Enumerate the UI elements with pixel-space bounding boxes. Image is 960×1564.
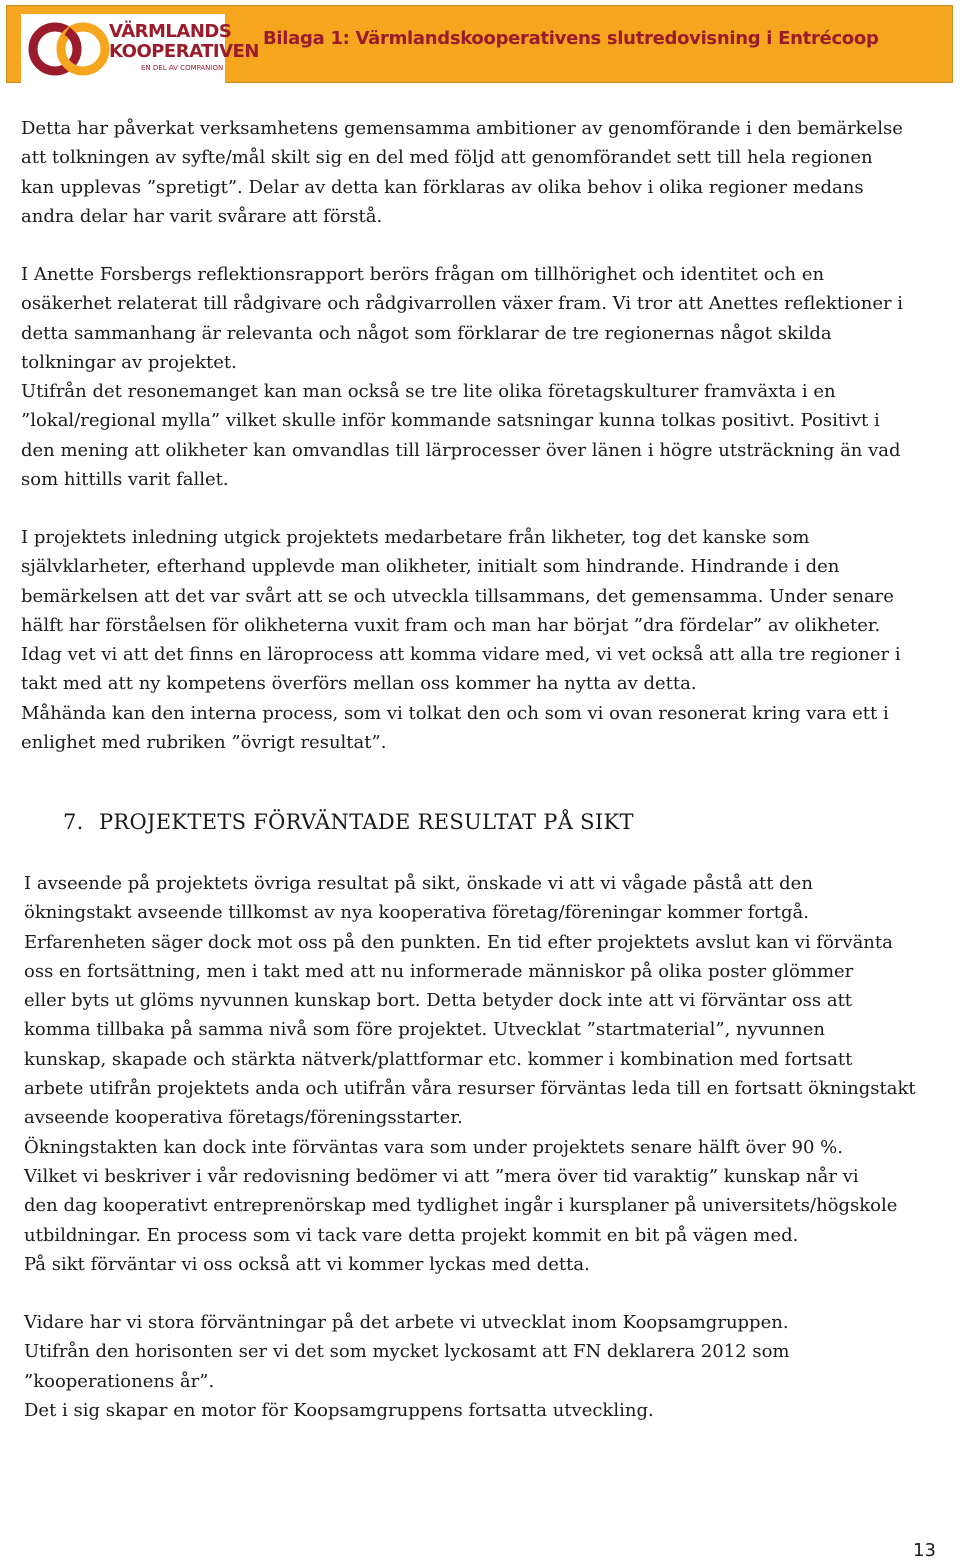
text-line: eller byts ut glöms nyvunnen kunskap bort. Detta betyder dock inte att vi förväntar oss att bbox=[24, 990, 853, 1012]
text-line: ”kooperationens år”. bbox=[24, 1370, 215, 1392]
text-line: I avseende på projektets övriga resultat på sikt, önskade vi att vi vågade påstå att den bbox=[24, 873, 813, 894]
text-line: I Anette Forsbergs reflektionsrapport berörs frågan om tillhörighet och identitet och en bbox=[21, 264, 825, 285]
document-title: Bilaga 1: Värmlandskooperativens slutredovisning i Entrécoop bbox=[263, 28, 879, 49]
text-line: andra delar har varit svårare att förstå. bbox=[21, 205, 383, 227]
text-line: den mening att olikheter kan omvandlas till lärprocesser över länen i högre utsträckning än vad bbox=[21, 439, 901, 461]
text-line: avseende kooperativa företags/föreningsstarter. bbox=[24, 1107, 463, 1129]
logo-text-line1: VÄRMLANDS bbox=[109, 21, 232, 42]
text-line: I projektets inledning utgick projektets medarbetare från likheter, tog det kanske som bbox=[21, 527, 810, 548]
text-line: enlighet med rubriken ”övrigt resultat”. bbox=[21, 732, 387, 754]
text-line: Utifrån den horisonten ser vi det som mycket lyckosamt att FN deklarera 2012 som bbox=[24, 1341, 790, 1363]
logo-subtext: EN DEL AV COMPANION bbox=[141, 64, 224, 72]
text-line: kan upplevas ”spretigt”. Delar av detta kan förklaras av olika behov i olika regioner medans bbox=[21, 176, 864, 198]
text-line: Vilket vi beskriver i vår redovisning bedömer vi att ”mera över tid varaktig” kunskap når vi bbox=[24, 1165, 859, 1187]
text-line: hälft har förståelsen för olikheterna vuxit fram och man har börjat ”dra fördelar” av olikheter. bbox=[21, 614, 881, 636]
text-line: osäkerhet relaterat till rådgivare och rådgivarrollen växer fram. Vi tror att Anettes reflektioner i bbox=[21, 293, 904, 315]
varmlandskooperativen-logo bbox=[21, 14, 259, 83]
text-line: kunskap, skapade och stärkta nätverk/plattformar etc. kommer i kombination med fortsatt bbox=[24, 1048, 853, 1070]
paragraph-block-5 bbox=[24, 1308, 790, 1425]
text-line: Vidare har vi stora förväntningar på det arbete vi utvecklat inom Koopsamgruppen. bbox=[24, 1312, 789, 1333]
text-line: Måhända kan den interna process, som vi tolkat den och som vi ovan resonerat kring vara ett i bbox=[21, 702, 889, 724]
paragraph-block-4 bbox=[24, 869, 916, 1279]
text-line: tolkningar av projektet. bbox=[21, 351, 237, 373]
page-number: 13 bbox=[913, 1540, 936, 1561]
text-line: komma tillbaka på samma nivå som före projektet. Utvecklat ”startmaterial”, nyvunnen bbox=[24, 1019, 825, 1041]
text-line: takt med att ny kompetens överförs mellan oss kommer ha nytta av detta. bbox=[21, 673, 697, 695]
paragraph-block-2 bbox=[21, 260, 903, 494]
text-line: den dag kooperativt entreprenörskap med tydlighet ingår i kursplaner på universitets/högskole bbox=[24, 1195, 898, 1217]
text-line: Detta har påverkat verksamhetens gemensamma ambitioner av genomförande i den bemärkelse bbox=[21, 118, 903, 139]
section-title: PROJEKTETS FÖRVÄNTADE RESULTAT PÅ SIKT bbox=[99, 810, 634, 834]
paragraph-block-1 bbox=[21, 114, 903, 231]
text-line: ökningstakt avseende tillkomst av nya kooperativa företag/föreningar kommer fortgå. bbox=[24, 902, 810, 924]
section-number: 7. bbox=[63, 810, 84, 834]
text-line: oss en fortsättning, men i takt med att nu informerade människor på olika poster glömmer bbox=[24, 960, 854, 982]
text-line: som hittills varit fallet. bbox=[21, 469, 229, 491]
text-line: självklarheter, efterhand upplevde man olikheter, initialt som hindrande. Hindrande i den bbox=[21, 556, 840, 578]
text-line: ”lokal/regional mylla” vilket skulle inför kommande satsningar kunna tolkas positivt. Positivt i bbox=[21, 410, 880, 432]
text-line: att tolkningen av syfte/mål skilt sig en del med följd att genomförandet sett till hela regionen bbox=[21, 147, 873, 169]
text-line: arbete utifrån projektets anda och utifrån våra resurser förväntas leda till en fortsatt ökningstakt bbox=[24, 1078, 916, 1100]
text-line: Idag vet vi att det finns en läroprocess att komma vidare med, vi vet också att alla tre regioner i bbox=[21, 644, 901, 666]
logo-rings-icon bbox=[27, 20, 111, 78]
logo-text-line2: KOOPERATIVEN bbox=[109, 41, 259, 62]
text-line: Utifrån det resonemanget kan man också se tre lite olika företagskulturer framväxta i en bbox=[21, 381, 836, 403]
text-line: bemärkelsen att det var svårt att se och utveckla tillsammans, det gemensamma. Under senare bbox=[21, 585, 894, 607]
section-heading bbox=[63, 810, 634, 834]
text-line: detta sammanhang är relevanta och något som förklarar de tre regionernas något skilda bbox=[21, 322, 832, 344]
text-line: Erfarenheten säger dock mot oss på den punkten. En tid efter projektets avslut kan vi förvänta bbox=[24, 931, 893, 953]
text-line: utbildningar. En process som vi tack vare detta projekt kommit en bit på vägen med. bbox=[24, 1224, 799, 1246]
text-line: På sikt förväntar vi oss också att vi kommer lyckas med detta. bbox=[24, 1253, 590, 1275]
text-line: Ökningstakten kan dock inte förväntas vara som under projektets senare hälft över 90 %. bbox=[24, 1136, 843, 1158]
text-line: Det i sig skapar en motor för Koopsamgruppens fortsatta utveckling. bbox=[24, 1399, 654, 1421]
header-bar bbox=[6, 5, 953, 83]
paragraph-block-3 bbox=[21, 523, 901, 757]
